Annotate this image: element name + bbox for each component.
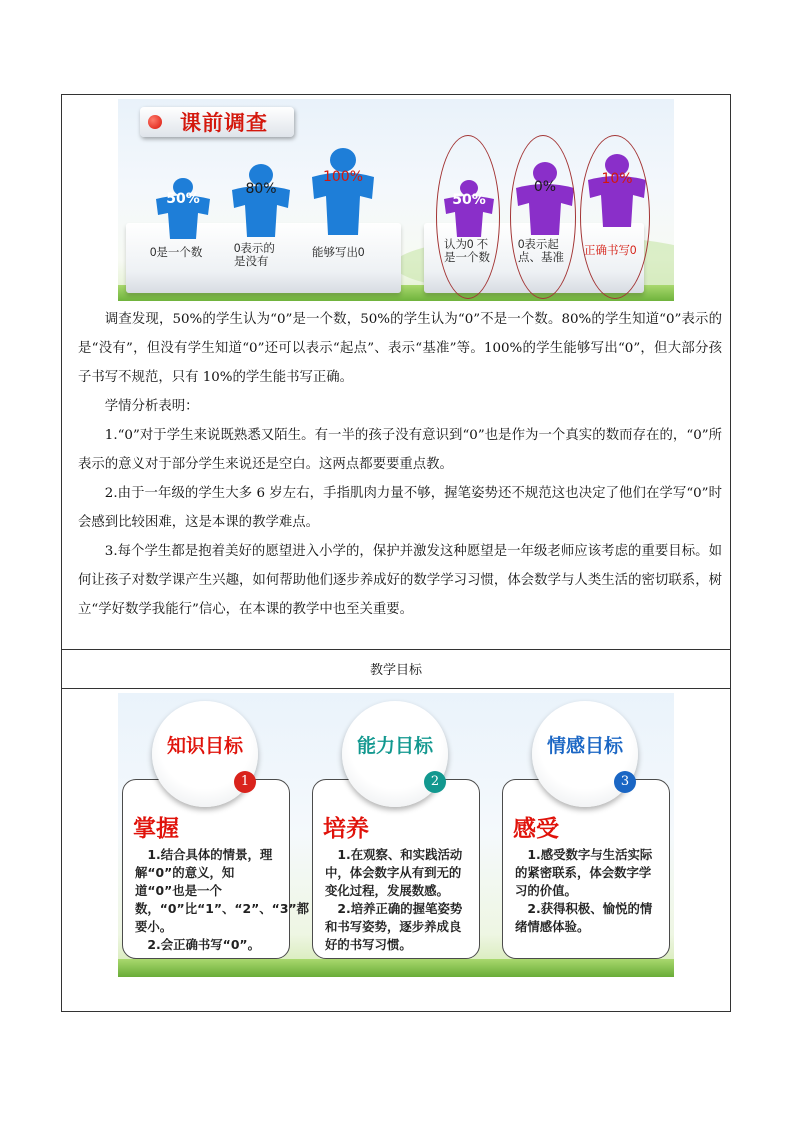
objective-number-badge: 3 [614, 771, 636, 793]
highlight-oval [580, 135, 650, 299]
figure-label-line: 0表示起 [518, 239, 559, 251]
red-dot-icon [148, 115, 162, 129]
highlight-oval [510, 135, 576, 299]
objective-line: 1.结合具体的情景，理解“0”的意义，知道“0”也是一个数，“0”比“1”、“2”、“3”都要小。 [135, 847, 309, 934]
card-body [135, 846, 309, 954]
card-heading: 掌握 [133, 816, 179, 842]
person-icon [152, 177, 214, 241]
figure-label [234, 243, 275, 269]
survey-banner [118, 99, 674, 301]
card-heading: 培养 [323, 816, 369, 842]
paragraph: 1.“0”对于学生来说既熟悉又陌生。有一半的孩子没有意识到“0”也是作为一个真实的数而存在的，“0”所表示的意义对于部分学生来说还是空白。这两点都要要重点教。 [78, 428, 722, 472]
objective-title: 知识目标 [166, 735, 243, 757]
figure-percent: 80% [245, 181, 277, 197]
figure-label-line: 认为0 不 [444, 239, 489, 251]
person-figure-1 [152, 177, 214, 241]
figure-label-line: 点、基准 [518, 252, 564, 264]
survey-title-tag [140, 107, 294, 137]
figure-label-line: 是一个数 [444, 252, 490, 264]
row-divider [62, 649, 730, 650]
objective-line: 1.在观察、和实践活动中，体会数字从有到无的变化过程，发展数感。 [325, 847, 463, 898]
figure-percent: 0% [533, 179, 557, 195]
objective-number-badge: 2 [424, 771, 446, 793]
paragraph: 调查发现，50%的学生认为“0”是一个数，50%的学生认为“0”不是一个数。80%的学生知道“0”表示的是“没有”，但没有学生知道“0”还可以表示“起点”、表示“基准”等。100%的学生能够写出“0”，但大部分孩子书写不规范，只有 10%的学生能书写正确。 [78, 312, 722, 385]
person-icon [308, 147, 378, 237]
figure-percent: 10% [601, 171, 633, 187]
person-figure-2 [228, 163, 294, 239]
objective-line: 2.获得积极、愉悦的情绪情感体验。 [515, 901, 653, 934]
figure-percent: 50% [452, 192, 486, 208]
highlight-oval [436, 135, 500, 299]
row-divider [62, 688, 730, 689]
figure-label: 正确书写0 [584, 245, 637, 257]
objective-line: 2.会正确书写“0”。 [147, 937, 260, 952]
card-body [515, 846, 663, 936]
figure-label: 能够写出0 [312, 247, 365, 259]
objective-number-badge: 1 [234, 771, 256, 793]
document-table [61, 94, 731, 1012]
banner-grass [118, 959, 674, 977]
objective-title: 能力目标 [356, 735, 433, 757]
section-title: 教学目标 [369, 663, 422, 678]
paragraph: 3.每个学生都是抱着美好的愿望进入小学的，保护并激发这种愿望是一年级老师应该考虑的重要目标。如何让孩子对数学课产生兴趣，如何帮助他们逐步养成好的数学学习习惯，体会数学与人类生活的密切联系，树立“学好数学我能行”信心，在本课的教学中也至关重要。 [78, 544, 722, 617]
objective-line: 2.培养正确的握笔姿势和书写姿势，逐步养成良好的书写习惯。 [325, 901, 463, 952]
person-icon [228, 163, 294, 239]
figure-percent: 100% [322, 169, 364, 185]
survey-title: 课前调查 [180, 111, 268, 135]
figure-label: 0是一个数 [150, 247, 203, 259]
card-body [325, 846, 473, 954]
card-heading: 感受 [513, 816, 559, 842]
paragraph: 2.由于一年级的学生大多 6 岁左右，手指肌肉力量不够，握笔姿势还不规范这也决定了他们在学写“0”时会感到比较困难，这是本课的教学难点。 [78, 486, 722, 530]
person-figure-3 [308, 147, 378, 237]
figure-label-line: 是没有 [234, 256, 269, 268]
analysis-text [78, 305, 722, 624]
figure-percent: 50% [166, 191, 200, 207]
objective-title: 情感目标 [546, 735, 623, 757]
figure-label-line: 0表示的 [234, 243, 275, 255]
paragraph: 学情分析表明： [104, 399, 199, 414]
objective-line: 1.感受数字与生活实际的紧密联系，体会数字学习的价值。 [515, 847, 653, 898]
objectives-banner [118, 693, 674, 977]
